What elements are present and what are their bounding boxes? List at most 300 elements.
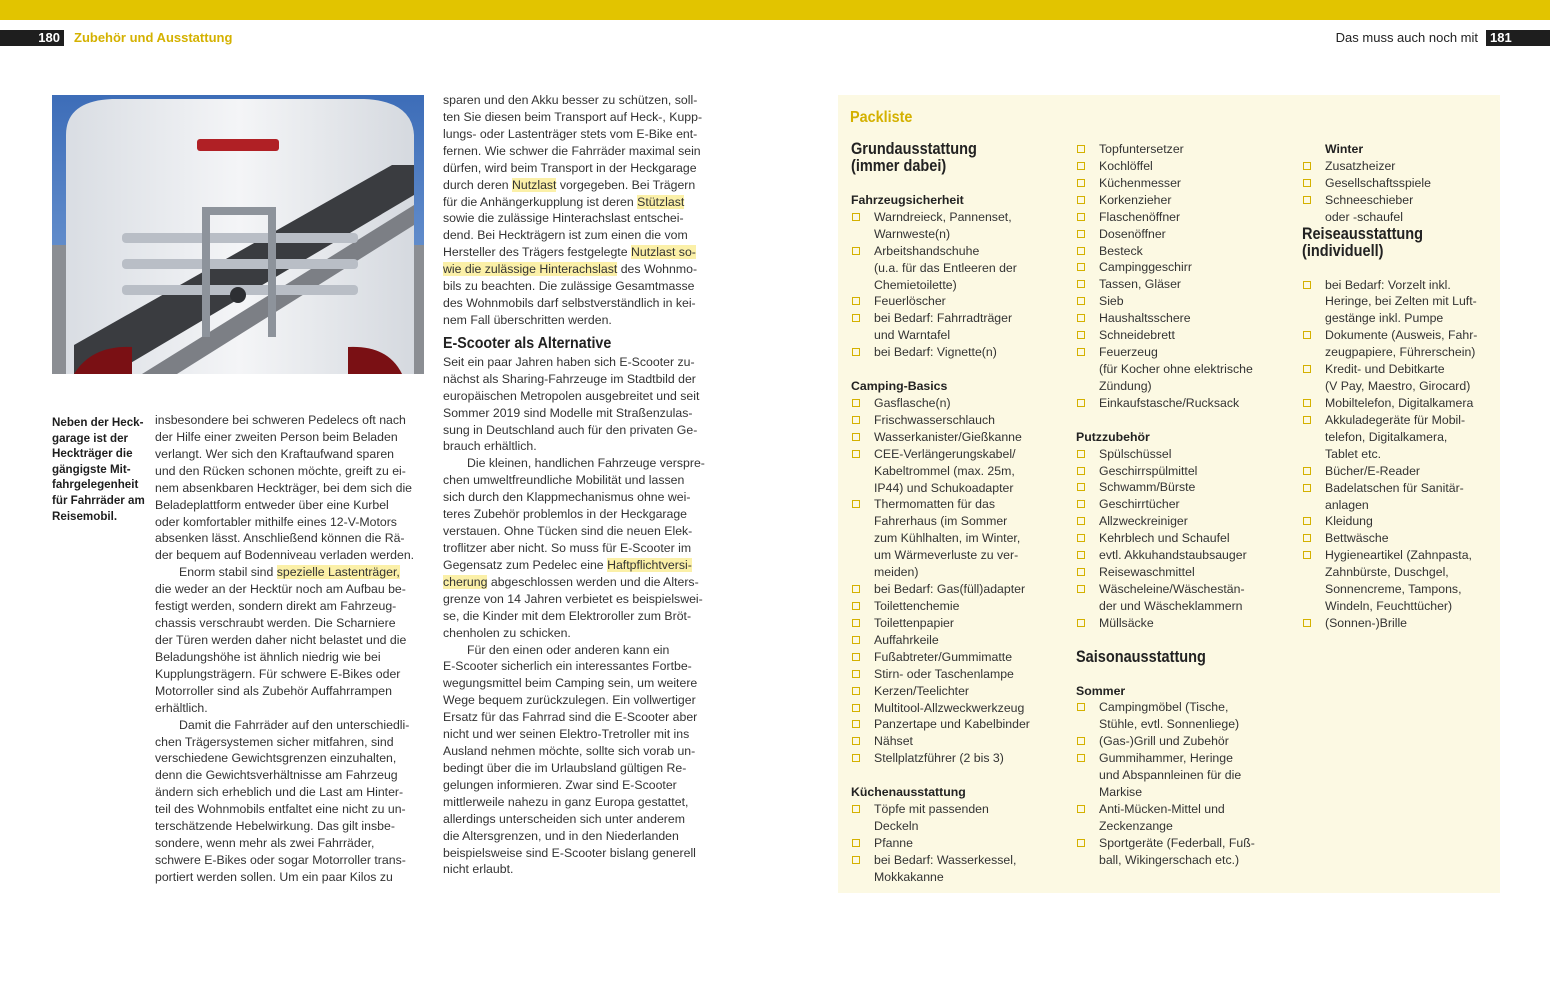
- checklist-item: [1302, 175, 1502, 192]
- checkbox-icon: [1077, 839, 1085, 847]
- text-line: nem absenkbaren Heckträger, bei dem sich die: [155, 480, 413, 495]
- body-text-column-1: [155, 412, 427, 886]
- checklist-item-text: Markise: [1099, 785, 1143, 800]
- checklist-item-text: Bettwäsche: [1325, 531, 1389, 546]
- checkbox-icon: [1077, 450, 1085, 458]
- checklist-item: [1302, 615, 1502, 632]
- checklist-item: [1302, 547, 1502, 615]
- page-number-left: 180: [0, 30, 64, 46]
- highlighted-term: wie die zulässige Hinterachslast: [443, 262, 618, 277]
- text-line: Kupplungsträgern. Für schwere E-Bikes oder: [155, 666, 401, 681]
- checkbox-icon: [1077, 230, 1085, 238]
- text-line: festigt werden, sondern direkt am Fahrzeug-: [155, 599, 397, 614]
- spacer: [851, 767, 1063, 784]
- checkbox-icon: [1077, 619, 1085, 627]
- checklist-item-text: Gesellschaftsspiele: [1325, 175, 1431, 190]
- checkbox-icon: [852, 619, 860, 627]
- checklist-item-text: Schneeschieber: [1325, 192, 1414, 207]
- checkbox-icon: [852, 585, 860, 593]
- checkbox-icon: [852, 450, 860, 458]
- text-fragment: Enorm stabil sind: [179, 565, 277, 580]
- checklist-item: [1302, 463, 1502, 480]
- text-fragment: abgeschlossen werden und die Alters-: [487, 574, 699, 589]
- checklist-item-text: bei Bedarf: Vignette(n): [874, 345, 997, 360]
- checklist-item: [1076, 699, 1288, 733]
- spacer: [1302, 260, 1502, 277]
- text-line: europäischen Metropolen ausgebreitet und seit: [443, 388, 700, 403]
- checklist-item-text: Bücher/E-Reader: [1325, 463, 1421, 478]
- checklist-item-text: Kleidung: [1325, 514, 1373, 529]
- checkbox-icon: [1303, 619, 1311, 627]
- checklist-item: [851, 598, 1063, 615]
- text-line: Die kleinen, handlichen Fahrzeuge verspre-: [467, 456, 705, 471]
- text-line: brauch erhältlich.: [443, 439, 537, 454]
- packliste-column-2: [1076, 141, 1288, 869]
- checklist-item-text: Topfuntersetzer: [1099, 142, 1184, 156]
- text-line: die Altersgrenzen, und in den Niederlanden: [443, 828, 679, 843]
- checklist-item-text: IP44) und Schukoadapter: [874, 480, 1014, 495]
- checklist-item: [1076, 733, 1288, 750]
- section-title-right: Das muss auch noch mit: [1335, 30, 1478, 45]
- list-subheading: Winter: [1325, 142, 1364, 156]
- text-line: nicht und wer seinen Elektro-Tretroller mit ins: [443, 727, 690, 742]
- checklist-item-text: Zündung): [1099, 378, 1152, 393]
- checkbox-icon: [1303, 179, 1311, 187]
- checklist-item: [851, 344, 1063, 361]
- checkbox-icon: [852, 670, 860, 678]
- text-line: verlangt. Wer sich den Kraftaufwand sparen: [155, 446, 395, 461]
- packliste-box: [838, 95, 1500, 893]
- text-line: teil des Wohnmobils entfaltet eine nicht zu un-: [155, 802, 406, 817]
- checklist-item-text: gestänge inkl. Pumpe: [1325, 311, 1444, 326]
- checkbox-icon: [852, 805, 860, 813]
- checkbox-icon: [852, 720, 860, 728]
- checkbox-icon: [1077, 517, 1085, 525]
- checkbox-icon: [1077, 399, 1085, 407]
- checklist-item-text: Stellplatzführer (2 bis 3): [874, 751, 1004, 766]
- checklist-item-text: Stühle, evtl. Sonnenliege): [1099, 717, 1240, 732]
- bike-rack-photo: [52, 95, 424, 374]
- list-subheading: Fahrzeugsicherheit: [851, 192, 964, 207]
- text-line: Ausland nehmen möchte, sollte sich vorab un-: [443, 744, 696, 759]
- checkbox-icon: [1303, 281, 1311, 289]
- checkbox-icon: [852, 687, 860, 695]
- checklist-item-text: Besteck: [1099, 243, 1143, 258]
- checklist-item: [1076, 801, 1288, 835]
- checklist-item-text: Töpfe mit passenden: [874, 802, 989, 817]
- text-line: Wege bequem zurückzulegen. Ein vollwertiger: [443, 693, 696, 708]
- text-line: [443, 244, 715, 261]
- text-line: Sommer 2019 sind Modelle mit Straßenzulas-: [443, 405, 693, 420]
- text-line: der Hilfe einer zweiten Person beim Beladen: [155, 429, 398, 444]
- checklist-item-text: zeugpapiere, Führerschein): [1325, 345, 1476, 360]
- checklist-item: [1302, 412, 1502, 463]
- checkbox-icon: [1077, 500, 1085, 508]
- text-line: fernen. Wie schwer die Fahrräder maximal sein: [443, 143, 701, 158]
- checklist-item-text: CEE-Verlängerungskabel/: [874, 446, 1016, 461]
- text-line: troflitzer aber nicht. So muss für E-Scooter im: [443, 540, 692, 555]
- text-line: nächst als Sharing-Fahrzeuge im Stadtbild der: [443, 371, 696, 386]
- checkbox-icon: [1077, 568, 1085, 576]
- checkbox-icon: [852, 737, 860, 745]
- checklist-item: [1076, 395, 1288, 412]
- checklist-item: [1076, 463, 1288, 480]
- checkbox-icon: [1303, 331, 1311, 339]
- text-line: Ersatz für das Fahrrad sind die E-Scooter aber: [443, 710, 698, 725]
- checkbox-icon: [852, 416, 860, 424]
- checklist-item-text: Gasflasche(n): [874, 395, 951, 410]
- checkbox-icon: [852, 314, 860, 322]
- highlighted-term: Nutzlast so-: [630, 245, 696, 260]
- text-line: ändern sich erheblich und die Last am Hinter-: [155, 785, 404, 800]
- text-line: oder komfortabler mithilfe eines 12-V-Motors: [155, 514, 397, 529]
- checklist-item-text: (Sonnen-)Brille: [1325, 615, 1408, 630]
- checklist-item-text: Küchenmesser: [1099, 175, 1182, 190]
- text-line: E-Scooter sicherlich ein interessantes Fortbe-: [443, 659, 692, 674]
- checklist-item-text: Geschirrtücher: [1099, 497, 1180, 512]
- caption-line: Neben der Heck-: [52, 416, 144, 429]
- checkbox-icon: [852, 839, 860, 847]
- checkbox-icon: [1077, 213, 1085, 221]
- checklist-item: [851, 683, 1063, 700]
- checklist-item: [1076, 293, 1288, 310]
- text-line: teres Zubehör problemlos in der Heckgarage: [443, 507, 688, 522]
- checklist-item-text: Toilettenpapier: [874, 615, 954, 630]
- checklist-item: [1302, 361, 1502, 395]
- checklist-item: [1302, 158, 1502, 175]
- packliste-title: Packliste: [850, 109, 913, 126]
- text-line: sung in Deutschland auch für den privaten Ge-: [443, 422, 698, 437]
- checkbox-icon: [852, 297, 860, 305]
- text-line: Seit ein paar Jahren haben sich E-Scooter zu-: [443, 354, 695, 369]
- checklist-item: [851, 649, 1063, 666]
- checklist-item: [1076, 226, 1288, 243]
- checklist-item-text: Fahrerhaus (im Sommer: [874, 514, 1008, 529]
- checklist-item-text: ball, Wikingerschach etc.): [1099, 852, 1240, 867]
- text-line: lungs- oder Lastenträger stets vom E-Bike ent-: [443, 126, 698, 141]
- checklist-item-text: telefon, Digitalkamera,: [1325, 429, 1448, 444]
- text-line: chassis verschraubt werden. Die Scharniere: [155, 616, 396, 631]
- checklist-item-text: Heringe, bei Zelten mit Luft-: [1325, 294, 1477, 309]
- checklist-item: [851, 835, 1063, 852]
- checkbox-icon: [852, 348, 860, 356]
- checklist-item: [851, 446, 1063, 497]
- text-line: wegungsmittel beim Camping sein, um weitere: [443, 676, 698, 691]
- checklist-item: [1076, 310, 1288, 327]
- text-line: dürfen, wird beim Transport in der Heckgarage: [443, 160, 697, 175]
- checkbox-icon: [1077, 534, 1085, 542]
- checklist-item-text: Korkenzieher: [1099, 192, 1172, 207]
- checklist-item-text: Sieb: [1099, 294, 1124, 309]
- checklist-item: [851, 750, 1063, 767]
- checkbox-icon: [852, 856, 860, 864]
- text-fragment: durch deren: [443, 177, 513, 192]
- checklist-item-text: Anti-Mücken-Mittel und: [1099, 801, 1225, 816]
- checklist-item-text: Spülschüssel: [1099, 446, 1172, 461]
- checkbox-icon: [1303, 534, 1311, 542]
- text-line: sich durch den Klappmechanismus ohne wei-: [443, 490, 691, 505]
- text-line: chen umweltfreundliche Mobilität und lassen: [443, 473, 685, 488]
- text-line: sparen und den Akku besser zu schützen, soll-: [443, 93, 698, 107]
- text-line: verstauen. Ohne Tücken sind die neuen Elek-: [443, 524, 693, 539]
- checkbox-icon: [852, 704, 860, 712]
- caption-line: fahrgelegenheit: [52, 478, 139, 492]
- checklist-item: [851, 581, 1063, 598]
- checklist-item-text: Stirn- oder Taschenlampe: [874, 666, 1014, 681]
- highlighted-term: spezielle Lastenträger,: [276, 565, 400, 580]
- checklist-item: [1302, 192, 1502, 226]
- checklist-item-text: Toilettenchemie: [874, 599, 960, 614]
- checklist-item: [1076, 259, 1288, 276]
- text-fragment: Hersteller des Trägers festgelegte: [443, 245, 631, 260]
- highlighted-term: cherung: [443, 574, 488, 589]
- checklist-item: [1076, 750, 1288, 801]
- text-line: absenken lässt. Anschließend können die Rä-: [155, 531, 405, 546]
- checkbox-icon: [1303, 484, 1311, 492]
- checklist-item: [1076, 547, 1288, 564]
- text-fragment: des Wohnmo-: [617, 262, 698, 277]
- checklist-item-text: Windeln, Feuchttücher): [1325, 599, 1453, 614]
- text-line: denn die Gewichtsverhältnisse am Fahrzeug: [155, 768, 398, 783]
- checklist-item: [851, 801, 1063, 835]
- checklist-item-text: Zahnbürste, Duschgel,: [1325, 565, 1449, 580]
- text-line: sowie die zulässige Hinterachslast entschei-: [443, 211, 684, 226]
- checklist-item-text: Feuerlöscher: [874, 294, 946, 309]
- text-line: dend. Bei Heckträgern ist zum einen die vom: [443, 228, 688, 243]
- checklist-item-text: Müllsäcke: [1099, 615, 1154, 630]
- spacer: [851, 175, 1063, 192]
- checkbox-icon: [1303, 162, 1311, 170]
- checklist-item-text: Feuerzeug: [1099, 345, 1158, 360]
- top-accent-bar: [0, 0, 1550, 20]
- checkbox-icon: [1303, 365, 1311, 373]
- checklist-item-text: Hygieneartikel (Zahnpasta,: [1325, 548, 1472, 563]
- text-line: Motorroller sind als Zubehör Auffahrrampen: [155, 683, 392, 698]
- text-line: der Türen werden daher nicht belastet und die: [155, 632, 407, 647]
- checklist-item: [1076, 530, 1288, 547]
- text-line: des Wohnmobils darf selbstverständlich in kei-: [443, 296, 696, 311]
- checkbox-icon: [852, 213, 860, 221]
- checklist-item: [1076, 158, 1288, 175]
- checklist-item: [1076, 615, 1288, 632]
- caption-line: gängigste Mit-: [52, 462, 131, 476]
- text-line: Beladungshöhe ist ähnlich niedrig wie bei: [155, 649, 381, 664]
- packliste-column-3: [1302, 141, 1502, 632]
- text-line: sondere, wenn mehr als zwei Fahrräder,: [155, 836, 375, 851]
- text-line: portiert werden sollen. Um ein paar Kilos zu: [155, 869, 393, 884]
- checkbox-icon: [1303, 416, 1311, 424]
- highlighted-term: Haftpflichtversi-: [607, 557, 692, 572]
- checklist-item-text: Dosenöffner: [1099, 226, 1166, 241]
- checkbox-icon: [1303, 551, 1311, 559]
- checkbox-icon: [1077, 263, 1085, 271]
- checklist-item-text: anlagen: [1325, 497, 1369, 512]
- checklist-item-text: Kerzen/Teelichter: [874, 683, 970, 698]
- checklist-item-text: Fußabtreter/Gummimatte: [874, 649, 1013, 664]
- checkbox-icon: [1077, 179, 1085, 187]
- checklist-item-text: Kehrblech und Schaufel: [1099, 531, 1230, 546]
- checkbox-icon: [852, 653, 860, 661]
- checklist-item-text: Warndreieck, Pannenset,: [874, 209, 1012, 224]
- checkbox-icon: [1077, 297, 1085, 305]
- checklist-item-text: um Wärmeverluste zu ver-: [874, 548, 1019, 563]
- text-line: [443, 557, 715, 574]
- checklist-item-text: Thermomatten für das: [874, 497, 995, 512]
- checklist-item: [851, 615, 1063, 632]
- text-line: se, die Kinder mit dem Elektroroller zum Bröt-: [443, 608, 692, 623]
- list-subheading: Putzzubehör: [1076, 429, 1150, 444]
- section-title-left: Zubehör und Ausstattung: [74, 30, 233, 45]
- checklist-item: [851, 632, 1063, 649]
- checklist-item: [1076, 564, 1288, 581]
- checklist-item-text: Dokumente (Ausweis, Fahr-: [1325, 328, 1478, 343]
- checklist-item-text: Badelatschen für Sanitär-: [1325, 480, 1464, 495]
- text-line: terschätzende Hebelwirkung. Das gilt insbe-: [155, 819, 395, 834]
- checkbox-icon: [852, 500, 860, 508]
- checkbox-icon: [852, 602, 860, 610]
- checklist-item: [1076, 479, 1288, 496]
- text-fragment: Gegensatz zum Pedelec eine: [443, 557, 608, 572]
- checklist-item-text: Kochlöffel: [1099, 158, 1153, 173]
- checkbox-icon: [852, 399, 860, 407]
- checklist-item-text: Einkaufstasche/Rucksack: [1099, 395, 1240, 410]
- checklist-item-text: Deckeln: [874, 818, 919, 833]
- text-line: schwere E-Bikes oder sogar Motorroller trans-: [155, 852, 406, 867]
- checklist-item: [851, 243, 1063, 294]
- checkbox-icon: [1077, 348, 1085, 356]
- checklist-item: [851, 716, 1063, 733]
- text-line: und den Rücken schonen möchte, greift zu ei-: [155, 463, 406, 478]
- checklist-item: [1076, 209, 1288, 226]
- checklist-item: [1076, 243, 1288, 260]
- checklist-item-text: bei Bedarf: Gas(füll)adapter: [874, 582, 1026, 597]
- checklist-item: [1076, 446, 1288, 463]
- text-fragment: für die Anhängerkupplung ist deren: [443, 194, 638, 209]
- subheading: E-Scooter als Alternative: [443, 334, 612, 352]
- checkbox-icon: [1077, 551, 1085, 559]
- checklist-item-text: Wasserkanister/Gießkanne: [874, 429, 1022, 444]
- text-line: [443, 177, 715, 194]
- checkbox-icon: [1077, 467, 1085, 475]
- checklist-item: [851, 852, 1063, 886]
- checkbox-icon: [852, 247, 860, 255]
- checkbox-icon: [852, 433, 860, 441]
- text-line: nicht erlaubt.: [443, 862, 514, 877]
- text-line: [155, 564, 427, 581]
- checklist-item: [1076, 175, 1288, 192]
- checkbox-icon: [1077, 754, 1085, 762]
- checklist-item-text: Geschirrspülmittel: [1099, 463, 1198, 478]
- checklist-item-text: Wäscheleine/Wäschestän-: [1099, 581, 1245, 596]
- text-line: der bequem auf Bodenniveau verladen werden.: [155, 548, 415, 563]
- checklist-item: [1302, 513, 1502, 530]
- checklist-item-text: (für Kocher ohne elektrische: [1099, 361, 1253, 376]
- list-heading: Reiseausstattung: [1302, 224, 1424, 243]
- checkbox-icon: [1077, 331, 1085, 339]
- spacer: [1076, 632, 1288, 649]
- checklist-item: [851, 429, 1063, 446]
- text-line: [443, 194, 715, 211]
- checklist-item-text: bei Bedarf: Fahrradträger: [874, 311, 1013, 326]
- checkbox-icon: [1077, 805, 1085, 813]
- list-subheading: Camping-Basics: [851, 379, 948, 394]
- checklist-item-text: (V Pay, Maestro, Girocard): [1325, 379, 1471, 394]
- checklist-item: [1076, 496, 1288, 513]
- checklist-item: [1076, 513, 1288, 530]
- checkbox-icon: [1077, 585, 1085, 593]
- text-line: nem Fall überschritten werden.: [443, 312, 612, 327]
- checklist-item-text: Zeckenzange: [1099, 818, 1173, 833]
- text-line: [443, 261, 715, 278]
- caption-line: Reisemobil.: [52, 509, 118, 523]
- checklist-item-text: Akkuladegeräte für Mobil-: [1325, 412, 1466, 427]
- text-line: chen Trägersystemen sicher mitfahren, sind: [155, 734, 394, 749]
- checkbox-icon: [1303, 399, 1311, 407]
- highlighted-term: Stützlast: [637, 194, 685, 209]
- text-line: mittlerweile nahezu in ganz Europa gestattet,: [443, 794, 689, 809]
- checklist-item: [1076, 192, 1288, 209]
- checklist-item: [851, 733, 1063, 750]
- checkbox-icon: [1077, 483, 1085, 491]
- checkbox-icon: [1077, 737, 1085, 745]
- checklist-item-text: (Gas-)Grill und Zubehör: [1099, 734, 1229, 749]
- checklist-item-text: Allzweckreiniger: [1099, 514, 1188, 529]
- text-line: Damit die Fahrräder auf den unterschiedli-: [179, 717, 410, 732]
- text-line: chenholen zu schicken.: [443, 625, 571, 640]
- checklist-item-text: Tablet etc.: [1325, 446, 1382, 461]
- photo-caption: [52, 415, 144, 524]
- checklist-item-text: Haushaltsschere: [1099, 311, 1191, 326]
- checkbox-icon: [852, 754, 860, 762]
- text-line: allerdings unterscheiden sich unter anderem: [443, 811, 685, 826]
- text-line: Für den einen oder anderen kann ein: [467, 642, 670, 657]
- page-number-right: 181: [1486, 30, 1550, 46]
- checklist-item-text: Pfanne: [874, 835, 913, 850]
- text-line: bils zu beachten. Die zulässige Gesamtmasse: [443, 279, 695, 294]
- text-line: die weder an der Hecktür noch am Aufbau be-: [155, 582, 406, 597]
- checklist-item-text: Warnweste(n): [874, 226, 951, 241]
- checklist-item-text: zum Kühlhalten, im Winter,: [874, 531, 1021, 546]
- checklist-item-text: Mokkakanne: [874, 869, 944, 884]
- checklist-item-text: evtl. Akkuhandstaubsauger: [1099, 548, 1247, 563]
- packliste-column-1: [851, 141, 1063, 886]
- checklist-item-text: Gummihammer, Heringe: [1099, 751, 1233, 766]
- checklist-item-text: Flaschenöffner: [1099, 209, 1181, 224]
- caption-line: für Fahrräder am: [52, 493, 145, 507]
- text-fragment: vorgegeben. Bei Trägern: [556, 177, 696, 192]
- checklist-item-text: und Abspannleinen für die: [1099, 768, 1242, 783]
- list-heading: (immer dabei): [851, 157, 947, 175]
- checklist-item-text: Tassen, Gläser: [1099, 277, 1182, 292]
- checklist-item-text: Frischwasserschlauch: [874, 412, 995, 427]
- checklist-item-text: Multitool-Allzweckwerkzeug: [874, 700, 1025, 715]
- checkbox-icon: [1077, 196, 1085, 204]
- caption-line: garage ist der: [52, 431, 129, 445]
- text-line: erhältlich.: [155, 700, 208, 715]
- checklist-item-text: Sportgeräte (Federball, Fuß-: [1099, 835, 1255, 850]
- text-line: ten Sie diesen beim Transport auf Heck-, Kupp-: [443, 109, 703, 124]
- text-line: bedingt über die im Urlaubsland gültigen Re-: [443, 760, 687, 775]
- checklist-item-text: (u.a. für das Entleeren der: [874, 260, 1017, 275]
- checkbox-icon: [1077, 145, 1085, 153]
- checklist-item-text: Nähset: [874, 734, 913, 749]
- text-line: [443, 574, 715, 591]
- checklist-item-text: der und Wäscheklammern: [1099, 598, 1243, 613]
- checklist-item: [851, 496, 1063, 581]
- checklist-item-text: Kredit- und Debitkarte: [1325, 362, 1445, 377]
- checklist-item-text: Sonnencreme, Tampons,: [1325, 582, 1462, 597]
- checklist-item: [1302, 480, 1502, 514]
